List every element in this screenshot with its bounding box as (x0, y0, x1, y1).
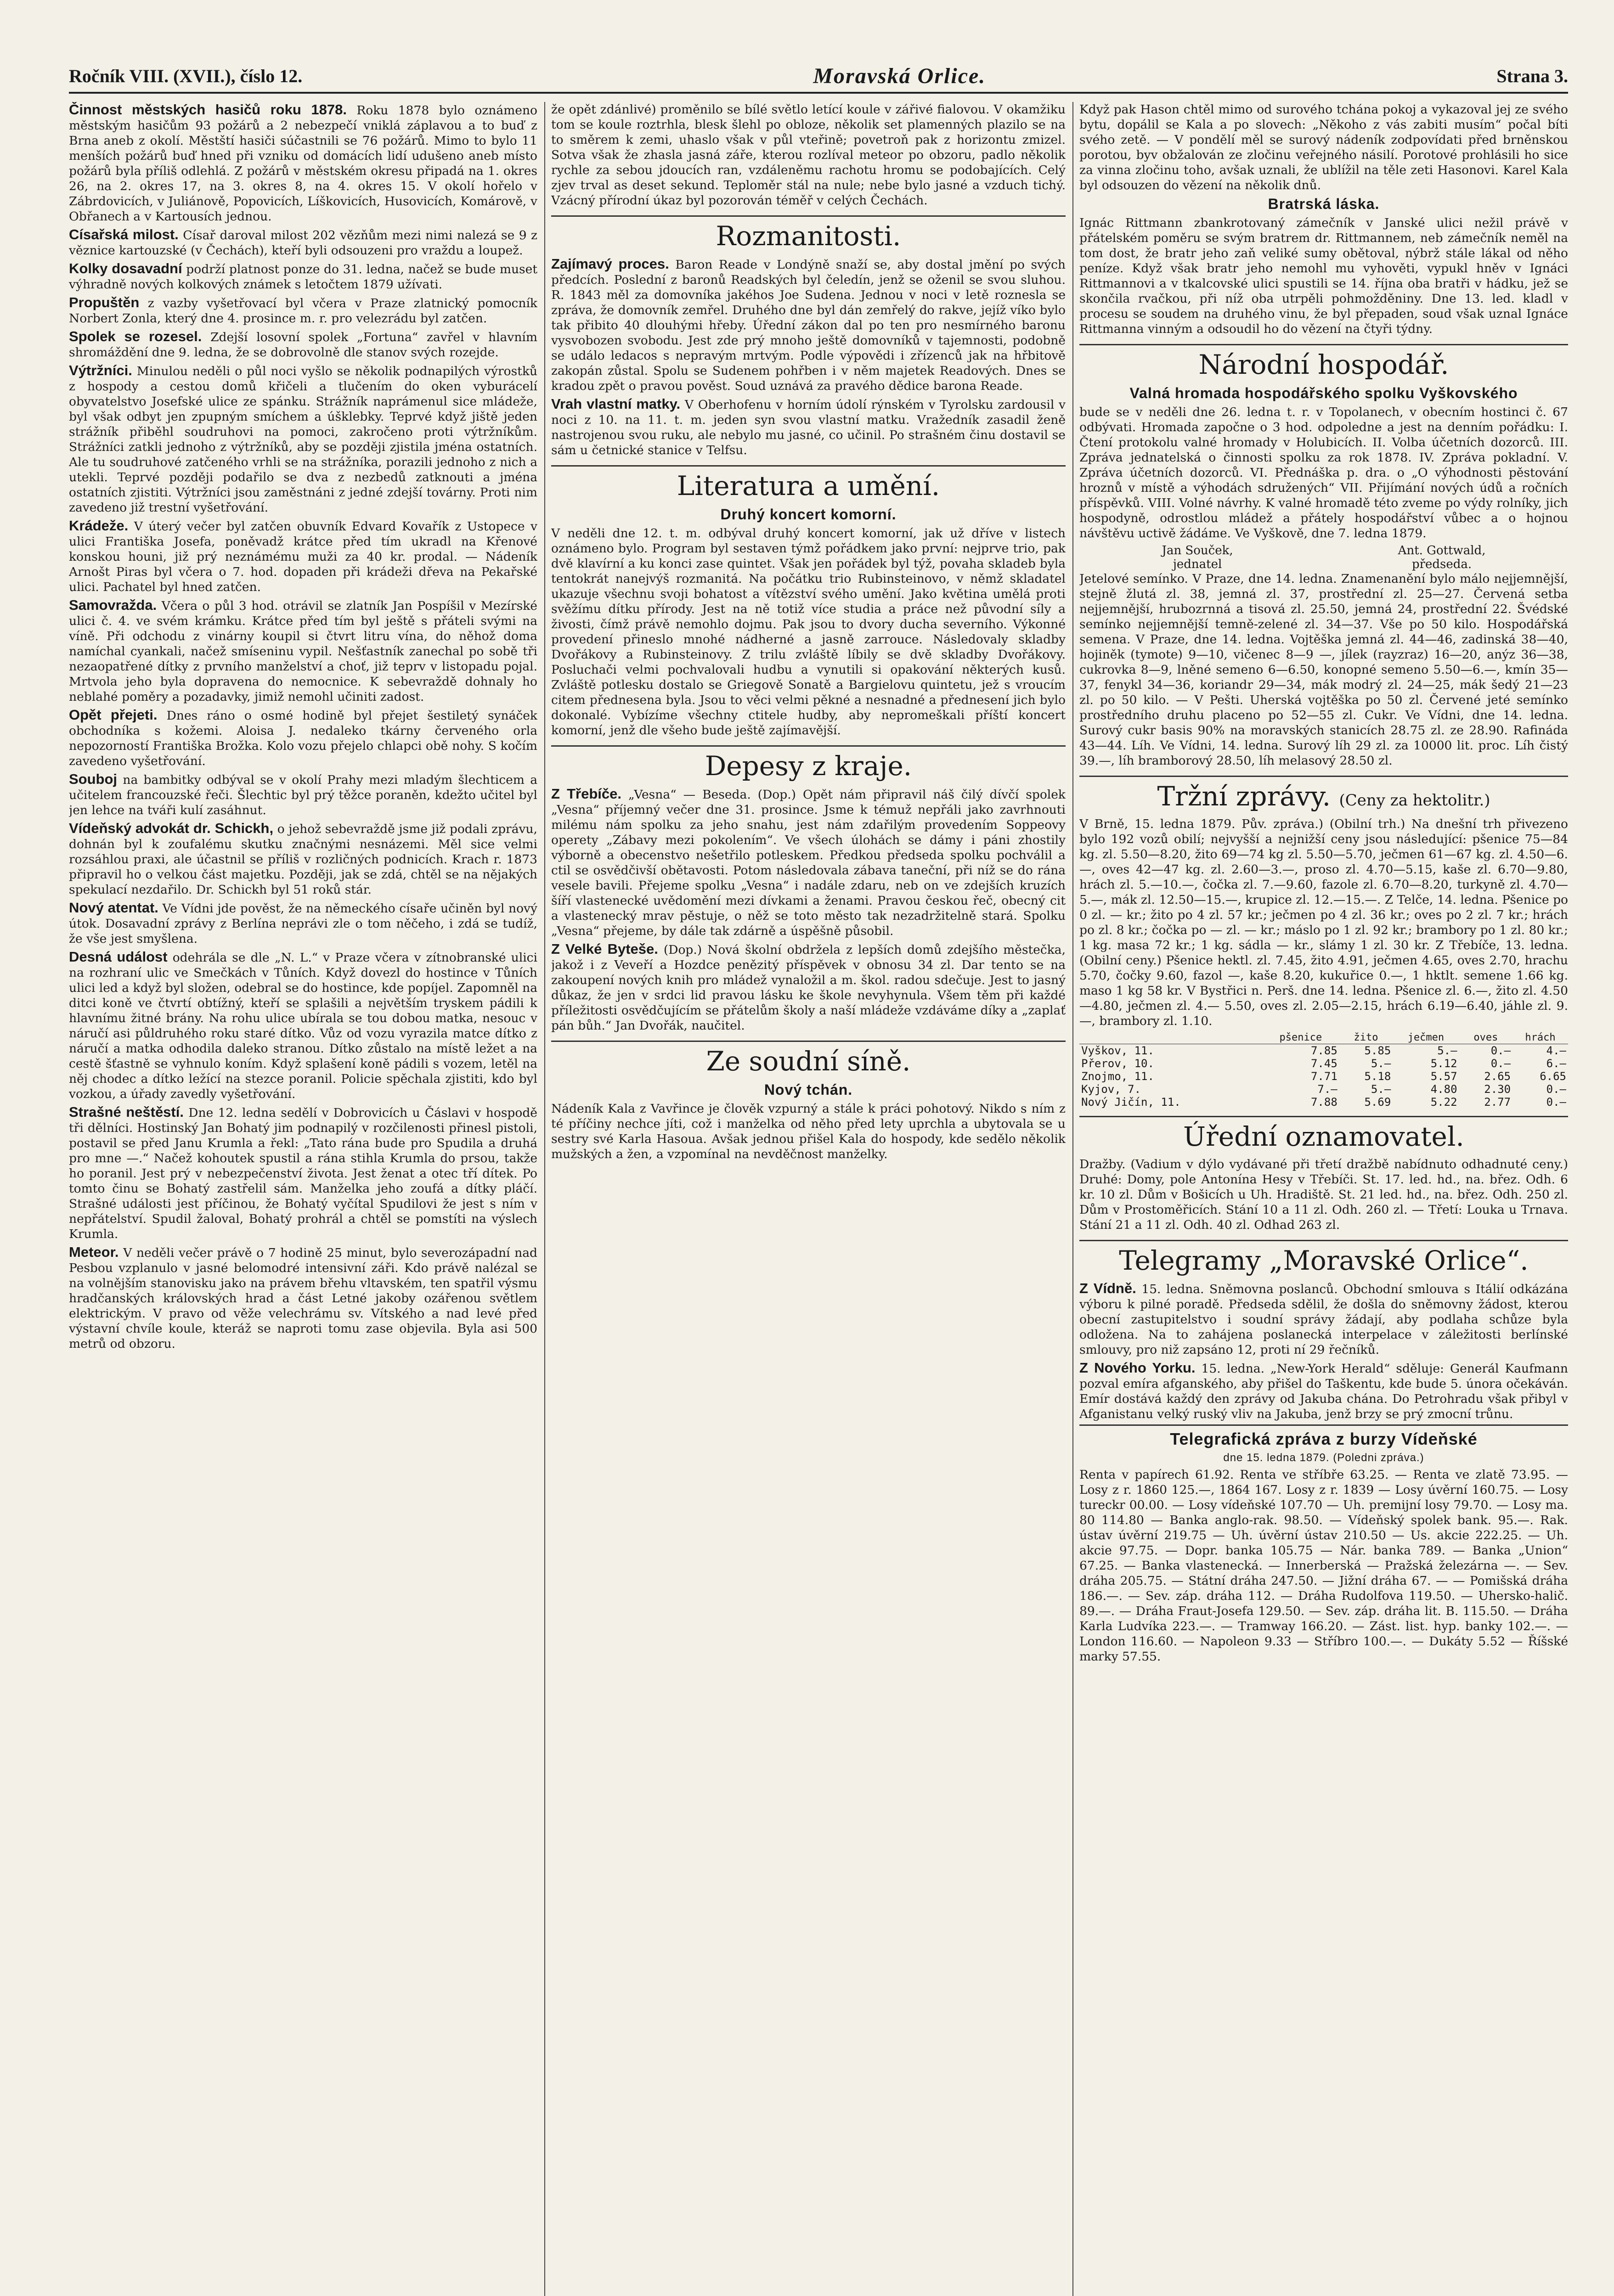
column-2 (551, 102, 1066, 2296)
news-headline: Vrah vlastní matky. (551, 396, 681, 412)
news-text: o jehož sebevraždě jsme již podali zprávu, dohnán byl k zoufalému skutku značnými nesnázemi. Měl sice velmi rozsáhlou praxi, ale účastnil se příliš v rozličných podnicích. Krach r. 1873 připravil ho o velkou část majetku. Později, jak se zdá, chtěl se na nějakých spekulací nezdařilo. Dr. Schickh byl 51 roků stár. (69, 822, 537, 897)
news-item (69, 1104, 537, 1242)
article-body: V Brně, 15. ledna 1879. Pův. zpráva.) (Obilní trh.) Na dnešní trh přivezeno bylo 192 vozů obilí; nejvyšší a nejnižší ceny jsou následující: pšenice 75—84 kg. zl. 5.50—8.20, žito 69—74 kg zl. 5.50—5.70, ječmen 61—67 kg. zl. 4.50—6.—, oves 42—47 kg. zl. 2.60—3.—, proso zl. 4.70—5.15, kaše zl. 6.70—9.80, hrách zl. 5.—10.—, čočka zl. 7.—9.60, fazole zl. 6.70—8.20, turkyně zl. 4.70—5.—, mák zl. 12.50—15.—, krupice zl. 12.—15.—. Z Telče, 14. ledna. Pšenice po 0 zl. — kr.; žito po 4 zl. 57 kr.; ječmen po 4 zl. 36 kr.; oves po 2 zl. 7 kr.; hrách po zl. 8 kr.; čočka po — zl. — kr.; máslo po 1 zl. 92 kr.; brambory po 1 zl. 80 kr.; 1 kg. masa 72 kr.; 1 kg. sádla — kr., slámy 1 zl. 30 kr. Z Třebíče, 13. ledna. (Obilní ceny.) Pšenice hektl. zl. 7.45, žito 4.91, ječmen 4.65, oves 2.70, hrachu 5.70, čočky 9.60, fazol —, kaše 8.20, kukuřice 0.—, 1 hktlt. semene 1.66 kg. maso 1 kg 58 kr. V Bystřici n. Perš. dne 14. ledna. Pšenice zl. 6.—, žito zl. 4.50—4.80, ječmen zl. 4.— 5.50, oves zl. 2.05—2.15, hrách 6.19—6.40, jáhle zl. 9.—, brambory zl. 1.10. (1079, 817, 1568, 1028)
burza-date: dne 15. ledna 1879. (Poledni zpráva.) (1223, 1452, 1424, 1464)
signature-role: jednatel (1173, 557, 1222, 571)
news-text: 15. ledna. „New-York Herald“ sděluje: Generál Kaufmann pozval emíra afganského, aby přišel do Taškentu, kde bude 5. února očekáván. Emír dostává každý den zprávy od Jakuba chána. Do Petrohradu však přibyl v Afganistanu velký ruský vliv na Jakuba, jenž brzy se prý zmocní trůnu. (1079, 1362, 1568, 1421)
table-cell: 6.— (1546, 1057, 1566, 1070)
page-header (69, 60, 1568, 94)
table-cell: 7.45 (1310, 1057, 1337, 1070)
news-item (551, 941, 1066, 1033)
table-cell: 5.— (1371, 1057, 1391, 1070)
news-text: 15. ledna. Sněmovna poslanců. Obchodní smlouva s Itálií odkázána výboru k pilné poradě. Předseda sdělil, že došla do sněmovny žádost, kterou obecní zastupitelstvo i soudní správy žádají, aby podlaha schůze byla odložena. Na to zahájena poslanecká interpelace v záležitosti berlínské smlouvy, pro niž zapsáno 12, proti ní 29 řečníků. (1079, 1282, 1568, 1357)
table-cell: 7.88 (1310, 1096, 1337, 1109)
news-item (69, 597, 537, 704)
news-headline: Z Velké Byteše. (551, 941, 658, 957)
news-item (69, 771, 537, 818)
table-row (1079, 1083, 1568, 1096)
section-title-literatura: Literatura a umění. (551, 465, 1066, 501)
news-headline: Císařská milost. (69, 226, 179, 242)
volume-number: Ročník VIII. (XVII.), číslo 12. (69, 65, 303, 86)
table-cell: 5.— (1437, 1044, 1457, 1057)
article-body: V neděli dne 12. t. m. odbýval druhý koncert komorní, jak už dříve v listech oznámeno bylo. Program byl sestaven týmž pořádkem jako první: nejprve trio, pak dvě klavírní a ku konci zase quintet. Však jen pořádek byl týž, povaha skladeb byla tentokrát nanejvýš rozmanitá. Na počátku trio Rubinsteinovo, v němž skladatel ukazuje všechnu svoji bohatost a vítězství svého umění. Jako květina umělá proti svěžímu dítku přírody. Jest na ně totiž více studia a práce než původní síly a živosti, čímž právě nemohlo dojmu. Pak jsou to dvory ducha severního. Výkonné provedení přineslo mnohé nádherné a jasně zarrouce. Následovaly skladby Dvořákovy a Rubinsteinovy. Z trilu zvláště líbily se dvě skladby Dvořákovy. Posluchači velmi pochvalovali hudbu a vynutili si opakování některých kusů. Zvláště potlesku dostalo se Griegově Sonatě a Bargielovu quintetu, jež s vroucím citem přednesena byla. Jsou to věci velmi pěkné a nesnadné a přednesení jich bylo dokonalé. Vybízíme všechny ctitele hudby, aby nepromeškali příští koncert komorní, jenž dle všeho bude ještě zajímavější. (551, 526, 1066, 737)
table-cell: 7.— (1317, 1083, 1337, 1096)
news-item (69, 821, 537, 897)
table-cell: 0.— (1546, 1096, 1566, 1109)
table-cell: Vyškov, 11. (1081, 1044, 1154, 1057)
news-text: z vazby vyšetřovací byl včera v Praze zlatnický pomocník Norbert Zonla, který dne 4. prosince m. r. pro velezrádu byl zatčen. (69, 296, 537, 326)
column-rule (544, 102, 545, 2296)
table-cell: 0.— (1490, 1057, 1511, 1070)
news-item (69, 261, 537, 292)
table-cell: 2.77 (1484, 1096, 1511, 1109)
page-number: Strana 3. (1496, 65, 1568, 86)
news-item (69, 329, 537, 360)
table-row (1079, 1096, 1568, 1109)
article-body: Dražby. (Vadium v dýlo vydávané při třetí dražbě nabídnuto odhadnuté ceny.) Druhé: Domy, pole Antonína Hesy v Třebíči. St. 17. led. hd., na. břez. Odh. 6 kr. 10 zl. Dům v Bošicích u Uh. Hradiště. St. 21 led. hd., na. břez. Odh. 250 zl. Dům v Prostoměřicích. Stání 10 a 11 zl. Odh. 260 zl. — Třetí: Louka u Trnava. Stání 21 a 11 zl. Odh. 40 zl. Odhad 263 zl. (1079, 1157, 1568, 1232)
section-title-soud: Ze soudní síně. (551, 1041, 1066, 1077)
news-headline: Meteor. (69, 1244, 119, 1260)
news-text: „Vesna“ — Beseda. (Dop.) Opět nám připravil náš čilý dívčí spolek „Vesna“ příjemný večer dne 31. prosince. Jsme k témuž nepřáli jako zavrhnouti milému nám spolku za jeho snahu, jest nám zdařilým provedením Soppeovy operety „Zábavy mezi pokolením“. Ve všech úlohách se dámy i páni zhostily výborně a obecenstvo nešetřilo potleskem. Předkou předseda spolku pochválil a ctil se osvědčivší obětavosti. Potom následovala zábava taneční, při níž se do rána vesele bavili. Přejeme spolku „Vesna“ i nadále zdaru, neb on ve zdejších kruzích šíří vlastenecké uvědomění mezi dívkami a ženami. Pravou českou řeč, obecný cit a vlastenecký mrav pěstuje, o něž se toto město tak nezadržitelně stará. Spolku „Vesna“ přejeme, by dále tak zdárně a úspěšně působil. (551, 788, 1066, 938)
table-cell: 0.— (1490, 1044, 1511, 1057)
table-cell: 6.65 (1540, 1070, 1566, 1083)
table-cell: Nový Jičín, 11. (1081, 1096, 1181, 1109)
news-headline: Činnost městských hasičů roku 1878. (69, 102, 347, 118)
news-item (69, 900, 537, 946)
table-header: pšenice (1262, 1031, 1339, 1044)
table-cell: 5.18 (1364, 1070, 1391, 1083)
article-subtitle: Druhý koncert komorní. (720, 506, 897, 523)
table-cell: 0.— (1546, 1083, 1566, 1096)
table-header: ječmen (1393, 1031, 1459, 1044)
article-body: Nádeník Kala z Vavřince je člověk vzpurný a stále k práci pohotový. Nikdo s ním z té příčiny nechce jíti, což i manželka od něho před lety uprchla a ubytovala se u sestry své Karla Hasoua. Avšak jednou přišel Kala do hospody, kde sedělo několik mužských a žen, a vzpomínal na nevděčnost manželky. (551, 1102, 1066, 1161)
table-cell: Znojmo, 11. (1081, 1070, 1154, 1083)
news-text: Dne 12. ledna sedělí v Dobrovicích u Čáslavi v hospodě tři dělníci. Hostinský Jan Bohatý jim podnapilý v rozčilenosti přinesl pistoli, postavil se před Janu Krumla a řekl: „Tato rána bude pro Spudila a druhá pro mne —.“ Načež kohoutek spustil a rána stihla Krumla do prsou, takže ho poranil. Jest prý v nebezpečenství života. Jest ženat a otec tří dítek. Po tomto činu se Bohatý zastřelil sám. Manželka jeho zoufá a dítky pláčí. Strašné události jest příčinou, že Bohatý vyčítal Spudilovi že jest s ním v nepřátelství. Spudil žaloval, Bohatý prohrál a chtěl se pomstíti na výslech Krumla. (69, 1106, 537, 1241)
news-headline: Samovražda. (69, 597, 157, 613)
news-text: odehrála se dle „N. L.“ v Praze včera v zítnobranské ulici na rozhraní ulic ve Smečkách v Tůních. Když dovezl do hostince v Tůních ulici led a když byl složen, odebral se do hostince, kde popíjel. Zapomněl na ditci koně ve čtvrtí obtížný, kteří se splašili a největším tryskem pádili k hlavnímu žitné brány. Na rohu ulice ubírala se tou dobou matka, nesouc v náručí asi půldruhého roku staré dítko. Vůz od vozu vyrazila matce dítko z náručí a matka odhodila daleko stranou. Dítko zůstalo na místě ležet a na cestě šťastně se vyhnulo koním. Když splašení koně pádili s vozem, letěl na něj chodec a dítko ležící na stezce poranil. Policie spěchala zjistiti, kdo byl vozkou, a úřady zavedly vyšetřování. (69, 951, 537, 1101)
news-item (69, 518, 537, 595)
news-item (69, 707, 537, 769)
news-text: V neděli večer právě o 7 hodině 25 minut, bylo severozápadní nad Pesbou vzplanulo v jasné belomodré intensivní záři. Kdo právě nalézal se na volnějším stanovisku jako na právem břehu vltavském, ten spatřil výsmu hradčanských královských hrad a část Letné jakoby ozářenou světlem elektrickým. V pravo od věže velechrámu sv. Vítského a nad levé před výstavní chvíle koule, kteráž se naproti tomu zase objevila. Byla asi 500 metrů od obzoru. (69, 1246, 537, 1351)
news-text: Dnes ráno o osmé hodině byl přejet šestiletý synáček obchodníka s kožemi. Aloisa J. nedaleko tkárny červeného orla nepozorností Františka Brožka. Kolo vozu přejelo chlapci obě nohy. S kočím zavedeno vyšetřování. (69, 709, 537, 768)
table-cell: 4.80 (1430, 1083, 1457, 1096)
table-cell: 4.— (1546, 1044, 1566, 1057)
article-subtitle: Valná hromada hospodářského spolku Vyškovského (1129, 385, 1518, 401)
news-headline: Z Vídně. (1079, 1280, 1136, 1296)
table-header: žito (1339, 1031, 1393, 1044)
burza-title: Telegrafická zpráva z burzy Vídeňské (1079, 1424, 1568, 1449)
news-item (69, 227, 537, 258)
news-item (69, 949, 537, 1102)
news-headline: Opět přejeti. (69, 707, 158, 723)
market-report: Jetelové semínko. V Praze, dne 14. ledna. Znamenanění bylo málo nejjemnější, stejně žlutá zl. 38, jemná zl. 37, prostřední zl. 25—27. Červená setba nejjemnější, hrubozrnná a tisová zl. 25.50, jemná 24, prostřední 22. Švédské semínko nejjemnější temně-zelené zl. 34—37. Vše po 50 kilo. Hospodářská semena. V Praze, dne 14. ledna. Vojtěška jemná zl. 44—46, zadinská 38—40, hojiněk (tymote) 9—10, vičenec 8—9 —, jílek (rayzraz) 16—20, anýz 36—38, cukrovka 8—9, lněné semeno 6—6.50, konopné semeno 5.50—6.—, kmín 35—37, fenykl 34—36, koriandr 29—34, mák modrý zl. 24—25, mák šedý 21—23 zl. po 50 kilo. — V Pešti. Uherská vojtěška po 50 zl. Červené jeté semínko prostředního druhu placeno po 52—55 zl. Cukr. Ve Vídni, dne 14. ledna. Surový cukr basis 90% na moravských stanicích 28.75 zl. ze 28.90. Rafináda 43—44. Líh. Ve Vídni, 14. ledna. Surový líh 29 zl. za 10000 lit. proc. Líh čistý 39.—, líh bramborový 28.50, líh melasový 28.50 zl. (1079, 572, 1568, 768)
table-cell: 2.30 (1484, 1083, 1511, 1096)
news-text: Roku 1878 bylo oznámeno městským hasičům 93 požárů a 2 nebezpečí vniklá záplavou a to buď z Brna aneb z okolí. Městští hasiči súčastnili se 76 požárů. Mimo to bylo 11 menších požárů buď hned při vzniku od domácích lidí udušeno aneb místo požárů byla příliš odlehlá. Z požárů v městském okresu připadá na 1. okres 26, na 2. okres 17, na 3. okres 8, na 4. okres 15. V okolí hořelo v Zábrdovicích, v Juliánově, Popovicích, Líškovicích, Husovicích, Komárově, v Obřanech a v Kartousích jednou. (69, 103, 537, 224)
signature-name: Jan Souček, (1162, 544, 1233, 557)
news-text: Ve Vídni jde pověst, že na německého císaře učiněn byl nový útok. Dosavadní zprávy z Berlína neprávi zle o tom něčeho, i zdá se tudíž, že vše jest smyšlena. (69, 901, 537, 946)
news-item (1079, 1360, 1568, 1422)
article-body: Ignác Rittmann zbankrotovaný zámečník v Janské ulici nežil právě v přátelském poměru se svým bratrem dr. Rittmannem, neb zámečník neměl na tom dost, že bratr jeho zaň veliké sumy obětoval, nýbrž stále lákal od něho peníze. Když však bratr jeho nemohl mu vyhověti, vypukl hněv v Ignáci Rittmannovi a v tkalcovské ulici spustili se 14. října oba bratři v hádku, jež se skončila rvačkou, při níž oba utrpěli pohmožděniny. Dne 13. led. kladl v procesu se soudem na druhého vinu, že byl přepaden, soud však uznal Ignáce Rittmanna vinným a odsoudil ho do vězení na čtyři týdny. (1079, 216, 1568, 336)
news-item (551, 396, 1066, 458)
table-cell: 7.71 (1310, 1070, 1337, 1083)
signature-name: Ant. Gottwald, (1398, 544, 1486, 557)
news-text: (Dop.) Nová školní obdržela z lepších domů zdejšího městečka, jakož i z Veveří a Hozdce penězitý příspěvek v obnosu 34 zl. Dar tento se na zakoupení nových knih pro mládež vynaložil a m. škol. radou sdečuje. Jest to jasný důkaz, že jen v srdci lid pravou lásku ke škole nevyhynula. Všem těm při každé příležitosti osvědčujícím se přátelům školy a naší mládeže vzdáváme díky a „zaplať pán bůh.“ Jan Dvořák, naučitel. (551, 943, 1066, 1033)
meteor-continued: že opět zdánlivé) proměnilo se bílé světlo letící koule v zářivé fialovou. V okamžiku tom se koule roztrhla, blesk šlehl po obloze, několik set plamenných plazilo se na to směrem k zemi, uhaslo však v půl vteřině; povetroň pak z horizontu zmizel. Sotva však že zhasla jasná záře, kterou rozlíval meteor po obzoru, padlo několik rychle za sebou jdoucích ran, vzdáleněmu rachotu hromu se podobajících. Celý zjev trval as deset sekund. Teploměr stál na nule; nebe bylo jasné a vzduch tichý. Vzácný přírodní úkaz byl pozorován téměř v celých Čechách. (551, 102, 1066, 208)
news-text: Včera o půl 3 hod. otrávil se zlatník Jan Pospíšil v Mezírské ulici č. 4. ve svém krámku. Krátce před tím byl ještě s přáteli svými na víně. Při odchodu z vinárny koupil si čtvrt litru vína, do něhož doma namíchal cyankali, načež smíseninu vypil. Nešťastník zanechal po sobě tři nezaopatřené dítky z prvního manželství a choť, již teprv v listopadu pojal. Mrtvola jeho byla dopravena do nemocnice. K sebevraždě dohnaly ho neblahé poměry a pozadavky, jimiž nemohl učiniti zadost. (69, 599, 537, 704)
news-item (69, 1244, 537, 1351)
news-headline: Spolek se rozesel. (69, 328, 202, 344)
news-item (69, 295, 537, 326)
news-headline: Výtržníci. (69, 362, 132, 378)
news-text: V Oberhofenu v horním údolí rýnském v Tyrolsku zardousil v noci z 10. na 11. t. m. jeden syn svou vlastní matku. Vražedník zasadil ženě nastrojenou svou ruku, ale nebylo mu jasné, co učinil. Po strašném činu dostavil se sám u četnické stanice v Telfsu. (551, 398, 1066, 457)
column-3 (1079, 102, 1568, 2296)
news-item (551, 786, 1066, 939)
column-1 (69, 102, 537, 2296)
news-text: na bambitky odbýval se v okolí Prahy mezi mladým šlechticem a učitelem francouzské řeči. Šlechtic byl prý těžce poraněn, kdežto učitel byl jen lehce na tváři kulí zasáhnut. (69, 773, 537, 817)
signature-role: předseda. (1411, 557, 1472, 571)
price-table (1079, 1031, 1568, 1109)
table-header (1079, 1031, 1262, 1044)
news-headline: Krádeže. (69, 518, 129, 534)
table-header: hrách (1512, 1031, 1568, 1044)
news-headline: Nový atentat. (69, 900, 158, 916)
news-item (69, 102, 537, 224)
section-title-trzni: Tržní zprávy. (Ceny za hektolitr.) (1079, 776, 1568, 812)
article-subtitle: Nový tchán. (764, 1081, 853, 1098)
news-item (69, 363, 537, 515)
table-cell: 2.65 (1484, 1070, 1511, 1083)
news-headline: Desná událost (69, 949, 168, 965)
news-text: V úterý večer byl zatčen obuvník Edvard Kovařík z Ustopece v ulici Františka Josefa, poněvadž krátce před tím ukradl na Křenové konskou houni, již prý neznámému muži za 40 kr. prodal. — Nádeník Arnošt Piras byl včera o 7. hod. dopaden při krádeži dřeva na Pekařské ulici. Pachatel byl hned zatčen. (69, 519, 537, 594)
news-text: Zdejší losovní spolek „Fortuna“ zavřel v hlavním shromáždění dne 9. ledna, že se dobrovolně dle stanov svých rozejde. (69, 330, 537, 360)
table-cell: 5.57 (1430, 1070, 1457, 1083)
column-rule (1072, 102, 1073, 2296)
newspaper-title: Moravská Orlice. (813, 63, 986, 88)
news-headline: Z Nového Yorku. (1079, 1360, 1196, 1376)
news-item (1079, 1281, 1568, 1357)
article-body: bude se v neděli dne 26. ledna t. r. v Topolanech, v obecním hostinci č. 67 odbývati. Hromada započne o 3 hod. odpoledne a jest na denním pořádku: I. Čtení protokolu valné hromady v Holubicích. II. Volba účetních dozorců. III. Zpráva jednatelská o činnosti spolku za rok 1878. IV. Zpráva pokladní. V. Zpráva účetních dozorců. VI. Přednáška p. dra. o „O výhodnosti pěstování hroznů v místě a výhodách sdružených“ VII. Přijímání nových údů a ročních příspěvků. VIII. Volné návrhy. K valné hromadě této zveme po výdy rolníky, jich hospodyně, odrostlou mládež a přátely hospodářství vůbec a o hojnou návštěvu uctivě žádáme. Ve Vyškově, dne 7. ledna 1879. (1079, 405, 1568, 540)
news-headline: Strašné neštěstí. (69, 1104, 184, 1120)
court-continued: Když pak Hason chtěl mimo od surového tchána pokoj a vykazoval jej ze svého bytu, dopálil se Kala a po slovech: „Někoho z vás zabiti musím“ počal bíti svého zetě. — V pondělí měl se surový nádeník zodpovídati před brněnskou porotou, byv obžalován ze zločinu veřejného násilí. Porotové prohlásili ho sice za vinna zločinu toho, avšak uznali, že ublížil na těle zeti Hasonovi. Karel Kala byl odsouzen do vězení na několik dnů. (1079, 102, 1568, 192)
table-cell: 5.12 (1430, 1057, 1457, 1070)
table-cell: 5.22 (1430, 1096, 1457, 1109)
table-cell: 7.85 (1310, 1044, 1337, 1057)
table-cell: Kyjov, 7. (1081, 1083, 1141, 1096)
table-cell: Přerov, 10. (1081, 1057, 1154, 1070)
news-item (551, 256, 1066, 394)
table-header: oves (1459, 1031, 1513, 1044)
table-row (1079, 1044, 1568, 1058)
news-headline: Vídeňský advokát dr. Schickh, (69, 820, 274, 836)
signatures (1079, 544, 1568, 571)
section-title-rozmanitosti: Rozmanitosti. (551, 215, 1066, 252)
news-text: podrží platnost ponze do 31. ledna, načež se bude muset výhradně nových kolkových známek s letočtem 1879 užívati. (69, 262, 537, 292)
news-text: Baron Reade v Londýně snaží se, aby dostal jmění po svých předcích. Poslední z baronů Readských byl čeledín, jenž se oženil se svou sluhou. R. 1843 měl za domovníka jakéhos Joe Sudena. Jednou v noci v letě roznesla se zpráva, že domovník zemřel. Druhého dne byl dán zemřelý do rakve, jejíž víko bylo tak přibito 40 dlouhými hřeby. Úřední zákon dal po ten pro nesmírného baronu vysvobozen svobodu. Jest zde prý mnoho ještě domovníků v tajemnosti, podobně se událo ledacos s nepravým mrtvým. Podle výpovědi i zřízenců jak na hřbitově zakopán zůstal. Spolu se Sudenem pohřben i v něm majetek Readových. Dnes se kradou zpět o pravou pověst. Soud uznává za pravého dědice barona Reade. (551, 258, 1066, 393)
section-title-depesy: Depesy z kraje. (551, 745, 1066, 782)
table-cell: 5.85 (1364, 1044, 1391, 1057)
section-title-telegramy: Telegramy „Moravské Orlice“. (1079, 1240, 1568, 1276)
article-subtitle: Bratrská láska. (1268, 196, 1380, 212)
table-cell: 5.— (1371, 1083, 1391, 1096)
table-row (1079, 1057, 1568, 1070)
table-row (1079, 1070, 1568, 1083)
section-title-uredni: Úřední oznamovatel. (1079, 1116, 1568, 1152)
news-headline: Kolky dosavadní (69, 260, 182, 276)
news-text: Minulou neděli o půl noci vyšlo se několik podnapilých výrostků z hospody a cestou domů křičeli a tlučením do oken vyburácelí obyvatelstvo Josefské ulice ze spánku. Strážník naprámenul sice mládeže, byl však odbyt jen zpupným smíchem a úšklebky. Teprvé když jiště jeden strážník přiběhl soudruhovi na pomoci, zakročeno proti výtržníkům. Strážníci zatkli jednoho z výtržníků, aby se později zjistila jména ostatních. Ale tu soudruhové zatčeného vrhli se na strážníka, porazili jednoho z nich a utekli. Teprvé později podařilo se dva z nezbedů zatknouti a jména ostatních zjistiti. Výtržníci jsou zaměstnáni z jedné zdejší továrny. Proti nim zavedeno již trestní vyšetřování. (69, 364, 537, 515)
news-headline: Z Třebíče. (551, 786, 621, 802)
news-headline: Propuštěn (69, 294, 140, 310)
section-title-narodni: Národní hospodář. (1079, 344, 1568, 380)
news-headline: Zajímavý proces. (551, 256, 669, 272)
table-cell: 5.69 (1364, 1096, 1391, 1109)
news-text: Císař daroval milost 202 vězňům mezi nimi nalezá se 9 z věznice kartouzské (v Čechách), kteří byli odsouzeni pro vraždu a loupež. (69, 228, 537, 258)
news-headline: Souboj (69, 771, 118, 787)
burza-body: Renta v papírech 61.92. Renta ve stříbře 63.25. — Renta ve zlatě 73.95. — Losy z r. 1860 125.—, 1864 167. Losy z r. 1839 — Losy úvěrní 160.75. — Losy tureckr 00.00. — Losy vídeňské 107.70 — Uh. premijní losy 79.70. — Losy ma. 80 114.80 — Banka anglo-rak. 98.50. — Vídeňský spolek bank. 95.—. Rak. ústav úvěrní 219.75 — Uh. úvěrní ústav 210.50 — Us. akcie 222.25. — Uh. akcie 97.75. — Dopr. banka 105.75 — Nár. banka 789. — Banka „Union“ 67.25. — Banka vlastenecká. — Innerberská — Pražská železárna —. — Sev. dráha 205.75. — Státní dráha 247.50. — Jižní dráha 67. — — Pomišská dráha 186.—. — Sev. záp. dráha 112. — Dráha Rudolfova 119.50. — Uhersko-halič. 89.—. — Dráha Fraut-Josefa 129.50. — Sev. záp. dráha lit. B. 115.50. — Dráha Karla Ludvíka 223.—. — Tramway 166.20. — Zást. list. hyp. banky 102.—. — London 116.60. — Napoleon 9.33 — Stříbro 100.—. — Dukáty 5.52 — Říšské marky 57.55. (1079, 1468, 1568, 1664)
